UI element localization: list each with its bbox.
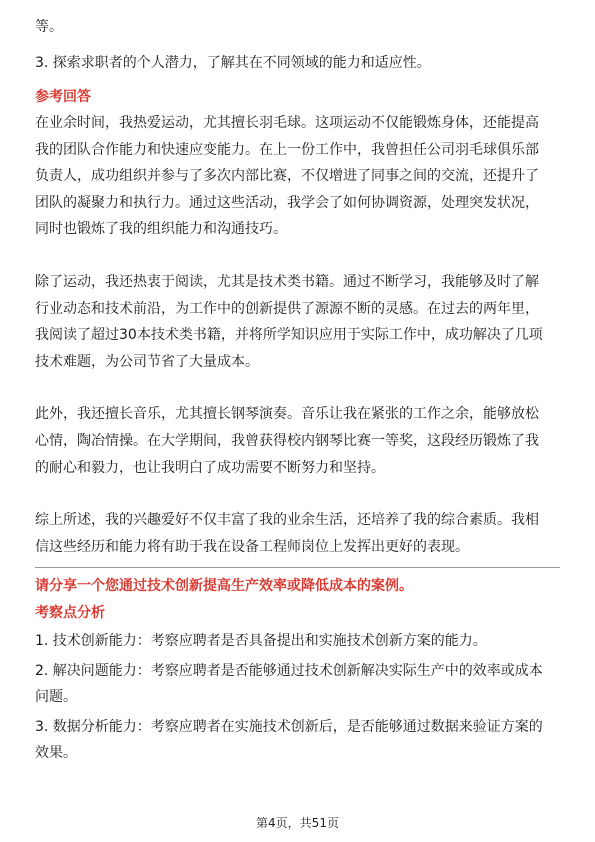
text-line: 综上所述，我的兴趣爱好不仅丰富了我的业余生活，还培养了我的综合素质。我相 bbox=[35, 512, 539, 529]
text-line: 问题。 bbox=[35, 689, 77, 706]
text-line: 的耐心和毅力，也让我明白了成功需要不断努力和坚持。 bbox=[35, 459, 385, 476]
text-line: 此外，我还擅长音乐，尤其擅长钢琴演奏。音乐让我在紧张的工作之余，能够放松 bbox=[35, 406, 539, 423]
document-body bbox=[35, 14, 560, 766]
answer-paragraph-1 bbox=[35, 110, 560, 243]
section-divider bbox=[35, 567, 560, 568]
text-line: 技术难题，为公司节省了大量成本。 bbox=[35, 353, 259, 370]
text-line: 负责人，成功组织并参与了多次内部比赛，不仅增进了同事之间的交流，还提升了 bbox=[35, 168, 539, 185]
text-line: 信这些经历和能力将有助于我在设备工程师岗位上发挥出更好的表现。 bbox=[35, 538, 469, 555]
text-line: 我阅读了超过30本技术类书籍，并将所学知识应用于实际工作中，成功解决了几项 bbox=[35, 327, 543, 344]
text-line: 等。 bbox=[35, 19, 63, 35]
question-title: 请分享一个您通过技术创新提高生产效率或降低成本的案例。 bbox=[35, 578, 413, 595]
text-line: 我的团队合作能力和快速应变能力。在上一份工作中，我曾担任公司羽毛球俱乐部 bbox=[35, 141, 539, 158]
answer-paragraph-4 bbox=[35, 507, 560, 560]
text-line: 心情，陶冶情操。在大学期间，我曾获得校内钢琴比赛一等奖，这段经历锻炼了我 bbox=[35, 432, 539, 449]
answer-heading: 参考回答 bbox=[35, 89, 91, 105]
text-line: 除了运动，我还热衷于阅读，尤其是技术类书籍。通过不断学习，我能够及时了解 bbox=[35, 273, 539, 290]
text-line: 效果。 bbox=[35, 745, 77, 762]
list-item-3: 3. 数据分析能力：考察应聘者在实施技术创新后，是否能够通过数据来验证方案的 bbox=[35, 719, 543, 736]
page-number: 第4页，共51页 bbox=[256, 816, 339, 830]
analysis-list bbox=[35, 628, 560, 766]
text-line: 在业余时间，我热爱运动，尤其擅长羽毛球。这项运动不仅能锻炼身体，还能提高 bbox=[35, 115, 539, 131]
answer-paragraph-3 bbox=[35, 401, 560, 481]
analysis-heading: 考察点分析 bbox=[35, 605, 105, 622]
list-item-3: 3. 探索求职者的个人潜力，了解其在不同领域的能力和适应性。 bbox=[35, 55, 431, 71]
answer-paragraph-2 bbox=[35, 269, 560, 375]
text-line: 同时也锻炼了我的组织能力和沟通技巧。 bbox=[35, 221, 287, 238]
list-item-2: 2. 解决问题能力：考察应聘者是否能够通过技术创新解决实际生产中的效率或成本 bbox=[35, 663, 543, 680]
text-line: 行业动态和技术前沿，为工作中的创新提供了源源不断的灵感。在过去的两年里， bbox=[35, 300, 539, 317]
list-item-1: 1. 技术创新能力：考察应聘者是否具备提出和实施技术创新方案的能力。 bbox=[35, 633, 487, 650]
text-line: 团队的凝聚力和执行力。通过这些活动，我学会了如何协调资源，处理突发状况， bbox=[35, 194, 539, 211]
